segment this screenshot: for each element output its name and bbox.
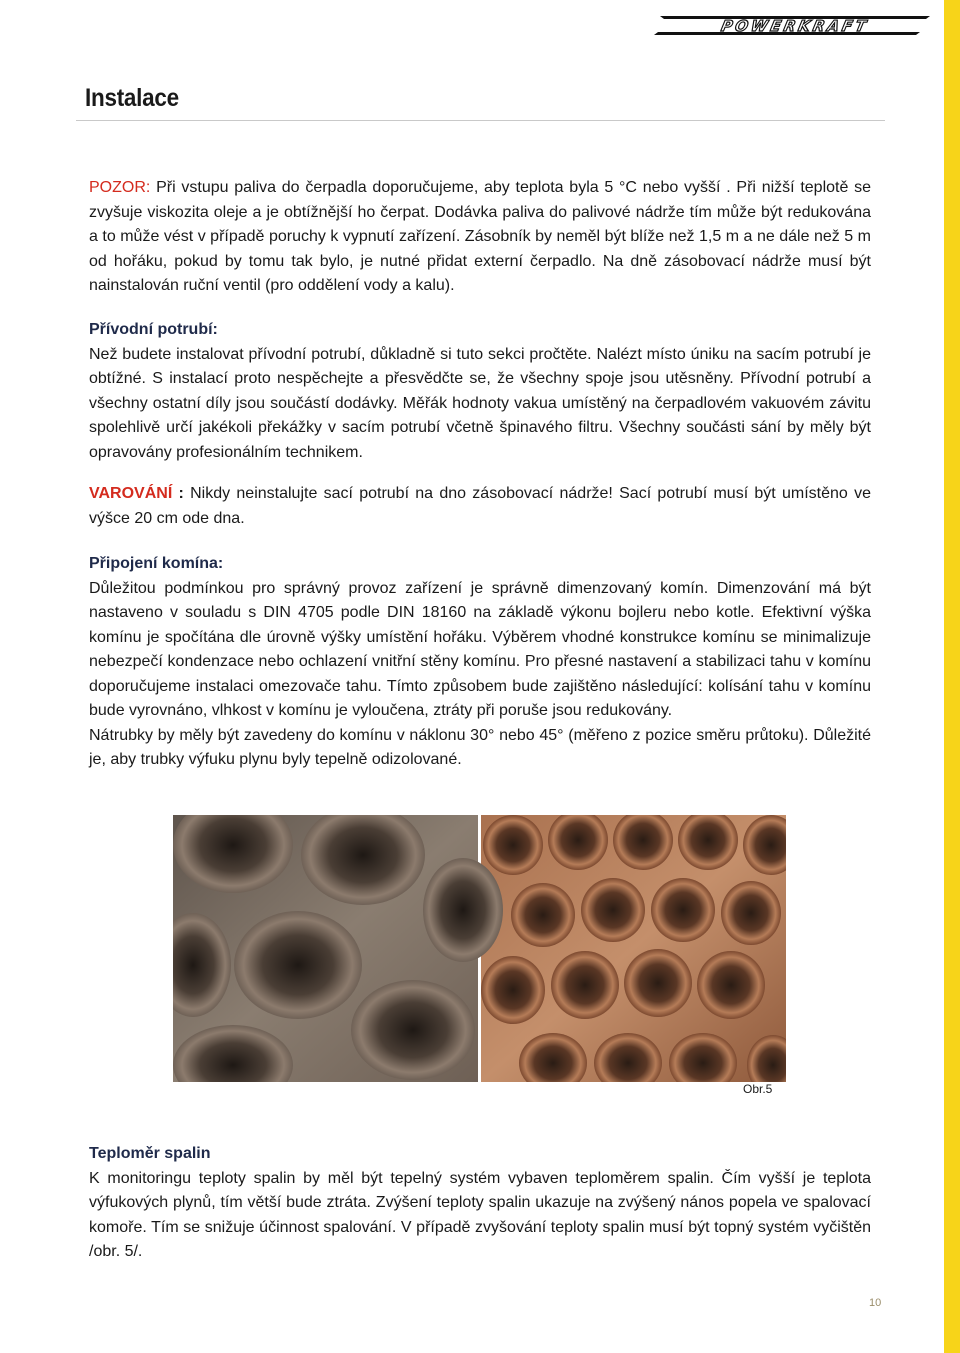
komin-text-1: Důležitou podmínkou pro správný provoz zařízení je správně dimenzovaný komín. Dimenzování má být nastaveno v souladu s DIN 4705 podle DIN 18160 na základě výkonu bojleru nebo kotle. Efektivní výška komínu je spočítána dle úrovně výšky umístění hořáku. Výběrem vhodné konstrukce komínu se minimalizuje nebezpečí kondenzace nebo ochlazení vnitřní stěny komínu. Pro přesné nastavení a stabilizaci tahu v komínu doporučujeme instalaci omezovače tahu. Tímto způsobem bude zajištěno následující: kolísání tahu v komínu bude vyrovnáno, vlhkost v komínu je vyloučena, ztráty při poruše jsou redukovány. — [89, 579, 871, 719]
page-edge-stripe — [944, 0, 960, 1353]
teplomer-text: K monitoringu teploty spalin by měl být tepelný systém vybaven teploměrem spalin. Čím vyšší je teplota výfukových plynů, tím větší bude ztráta. Zvýšení teploty spalin ukazuje na zvýšený nános popela ve spalovací komoře. Tím se snižuje účinnost spalování. V případě zvyšování teploty spalin musí být topný systém vyčištěn /obr. 5/. — [89, 1169, 871, 1260]
page-number: 10 — [869, 1297, 882, 1309]
komin-section — [89, 552, 871, 773]
varovani-label: VAROVÁNÍ — [89, 485, 173, 502]
privodni-section — [89, 318, 871, 465]
teplomer-section — [89, 1142, 871, 1265]
privodni-heading: Přívodní potrubí: — [89, 321, 218, 338]
pozor-paragraph — [89, 176, 871, 299]
komin-text-2: Nátrubky by měly být zavedeny do komínu v náklonu 30° nebo 45° (měřeno z pozice směru průtoku). Důležité je, aby trubky výfuku plynu byly tepelně odizolované. — [89, 726, 871, 768]
figure-caption: Obr.5 — [743, 1082, 773, 1096]
corroded-boiler-tubes-photo — [173, 815, 786, 1082]
title-divider — [76, 120, 885, 121]
varovani-colon: : — [172, 485, 184, 502]
powerkraft-logo — [654, 12, 934, 38]
teplomer-heading: Teploměr spalin — [89, 1145, 211, 1162]
privodni-text: Než budete instalovat přívodní potrubí, důkladně si tuto sekci pročtěte. Nalézt místo úniku na sacím potrubí je obtížné. S instalací proto nespěchejte a přesvědčte se, že všechny spoje jsou utěsněny. Přívodní potrubí a všechny ostatní díly jsou součástí dodávky. Měřák hodnoty vakua umístěný na čerpadlovém vakuovém závitu spolehlivě určí jakékoli překážky v sacím potrubí včetně špinavého filtru. Všechny součásti sání by měly být opravovány profesionálním technikem. — [89, 345, 871, 461]
varovani-paragraph — [89, 482, 871, 531]
page-title: Instalace — [85, 84, 179, 112]
pozor-text: Při vstupu paliva do čerpadla doporučujeme, aby teplota byla 5 °C nebo vyšší . Při nižší teplotě se zvyšuje viskozita oleje a je obtížnější ho čerpat. Dodávka paliva do palivové nádrže tím může být redukována a to může vést v případě poruchy k vypnutí zařízení. Zásobník by neměl být blíže než 1,5 m a ne dále než 5 m od hořáku, pokud by tomu tak bylo, je nutné přidat externí čerpadlo. Na dně zásobovací nádrže musí být nainstalován ruční ventil (pro oddělení vody a kalu). — [89, 179, 871, 294]
svg-text:POWERKRAFT: POWERKRAFT — [719, 17, 871, 35]
varovani-text: Nikdy neinstalujte sací potrubí na dno zásobovací nádrže! Sací potrubí musí být umístěno ve výšce 20 cm ode dna. — [89, 485, 871, 527]
komin-heading: Připojení komína: — [89, 555, 224, 572]
pozor-label: POZOR: — [89, 179, 151, 196]
